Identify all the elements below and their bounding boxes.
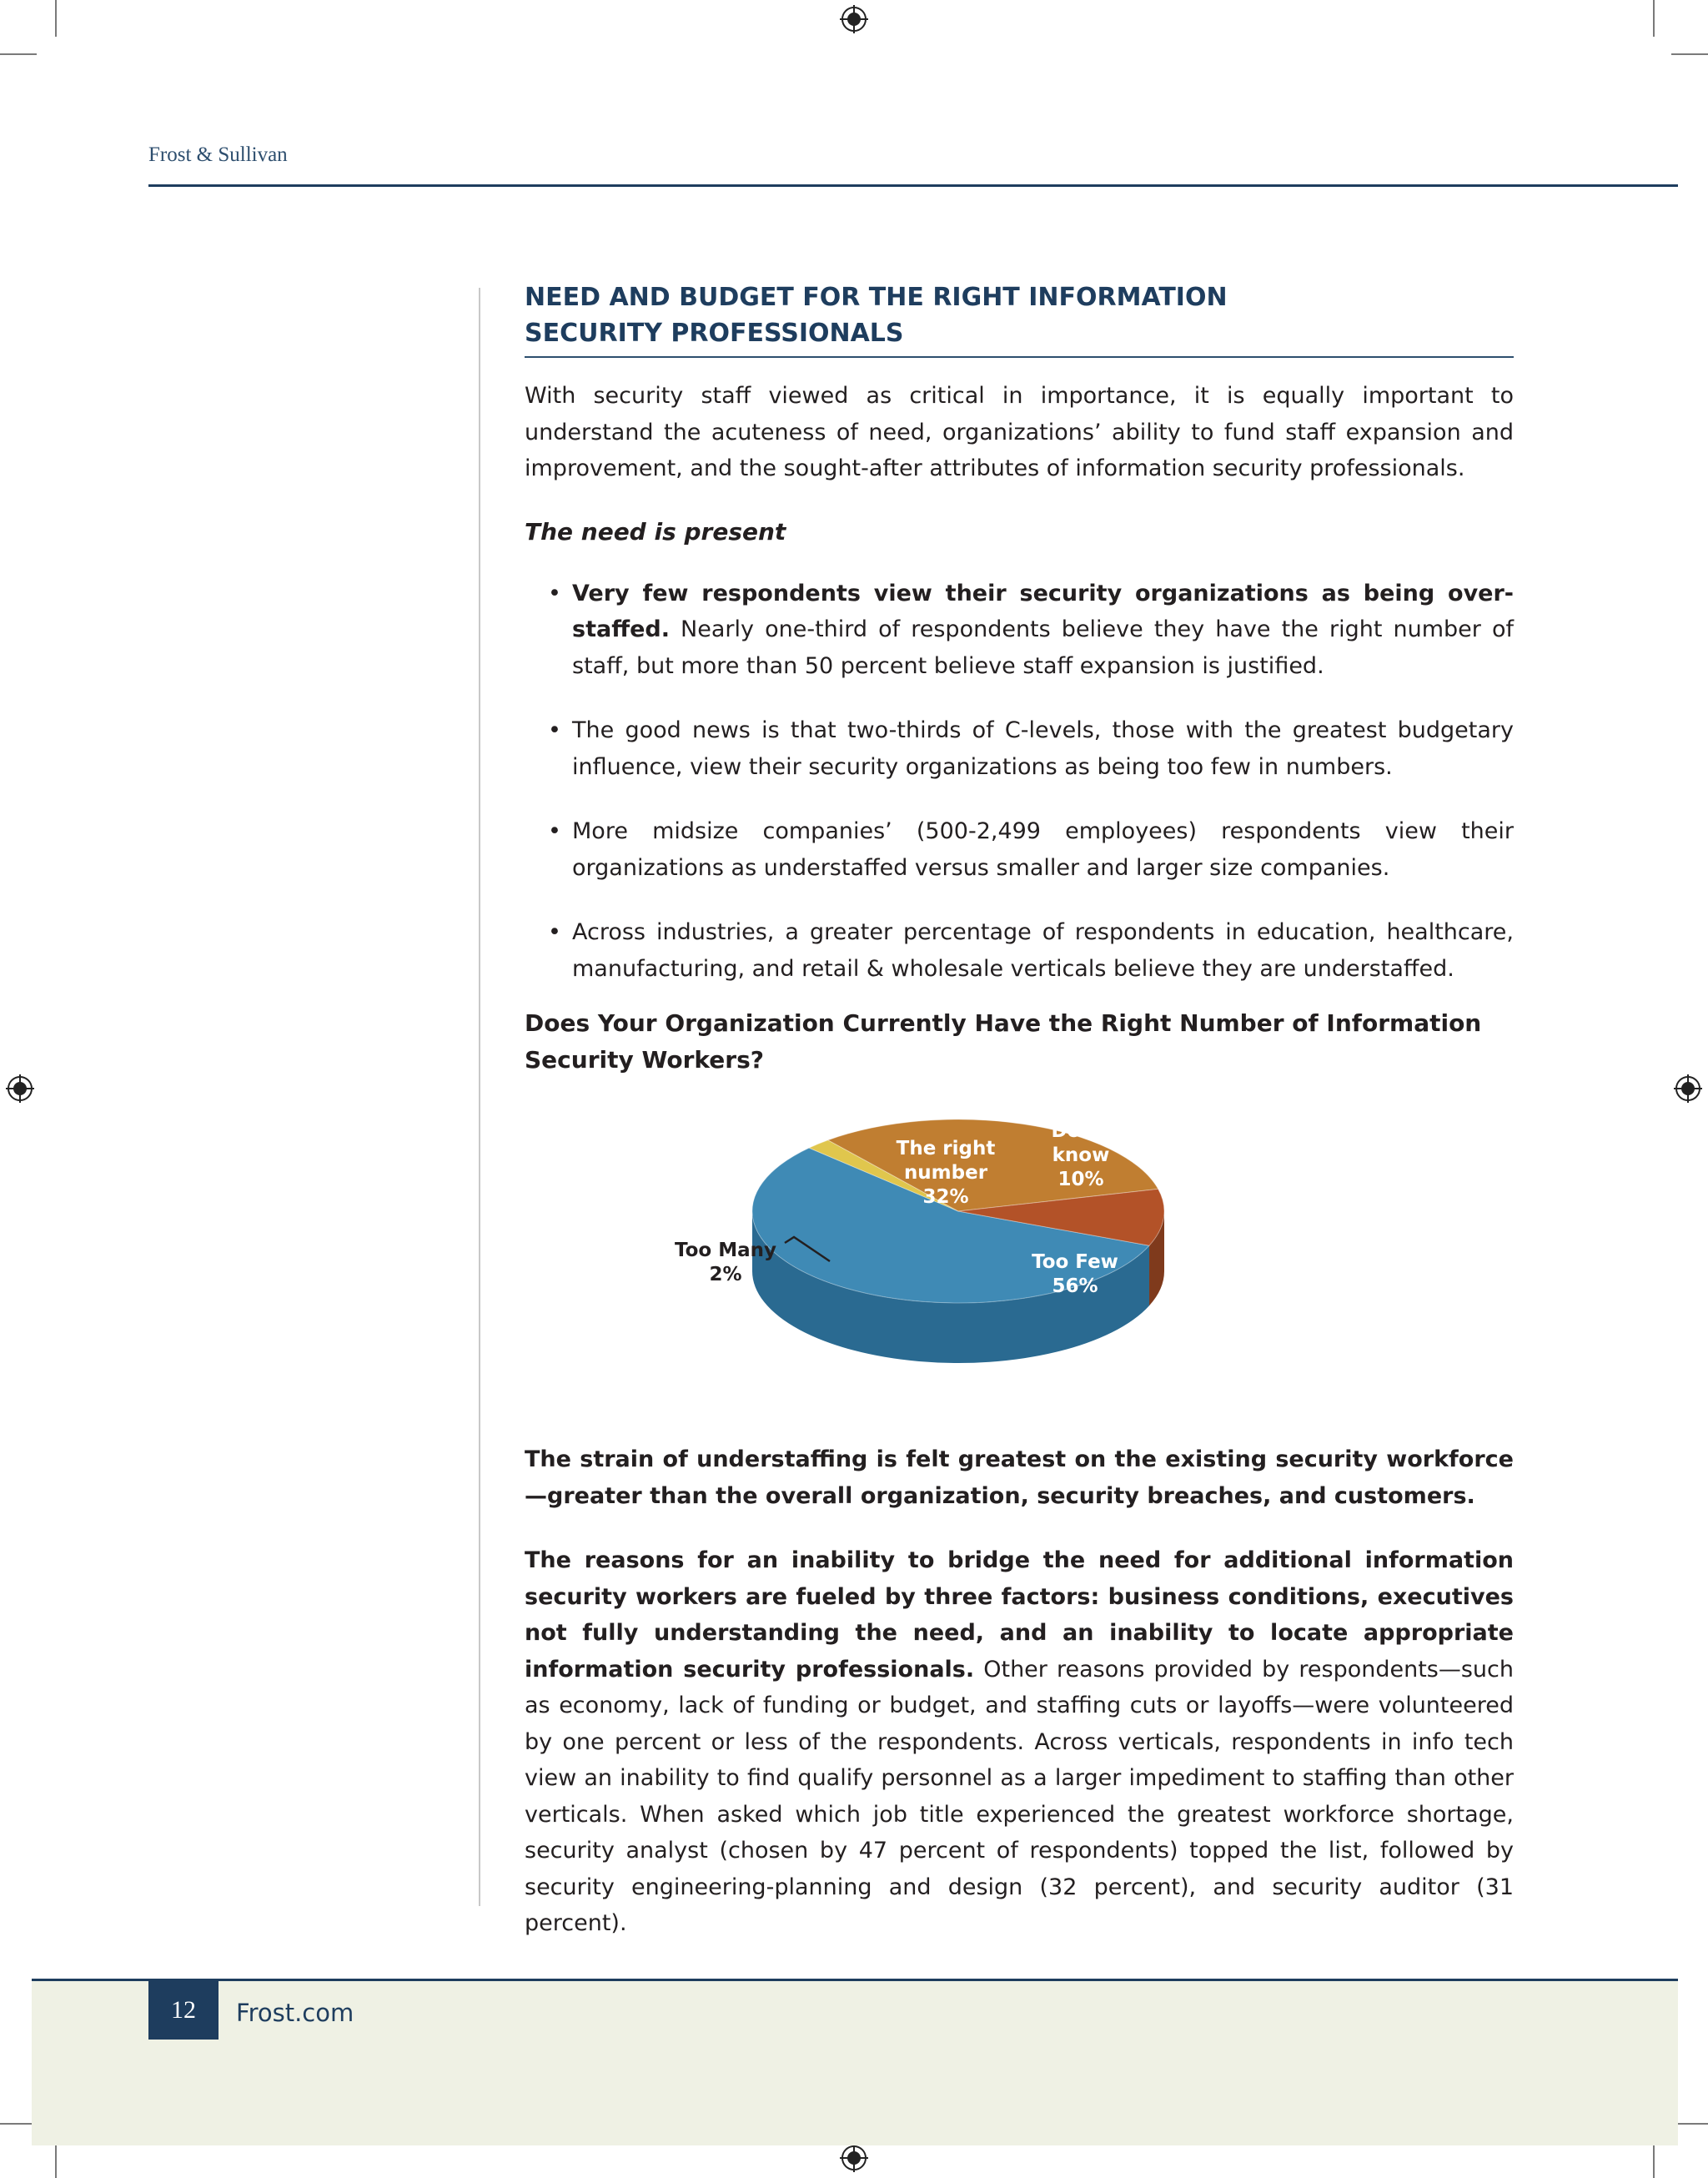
page-number: 12 bbox=[148, 1981, 219, 2040]
list-item bbox=[525, 576, 1514, 685]
chart-title-line: Security Workers? bbox=[525, 1045, 764, 1074]
footer-site-link[interactable]: Frost.com bbox=[236, 1999, 354, 2027]
reasons-text: Other reasons provided by respondents—such as economy, lack of funding or budget, and staffing cuts or layoffs—were volunteered by one percent or less of the respondents. Across verticals, respondents in info tech view an inability to find qualify personnel as a larger impediment to staffing than other verticals. When asked which job title experienced the greatest workforce shortage, security analyst (chosen by 47 percent of respondents) topped the list, followed by security engineering-planning and design (32 percent), and security auditor (31 percent). bbox=[525, 1656, 1514, 1936]
crop-mark bbox=[1653, 2141, 1655, 2178]
pie-label-too_many: Too Many 2% bbox=[674, 1240, 777, 1285]
registration-mark-icon bbox=[840, 2144, 868, 2172]
registration-mark-icon bbox=[6, 1074, 34, 1103]
pie-label-too_few: Too Few 56% bbox=[1032, 1251, 1118, 1297]
section-title-line: SECURITY PROFESSIONALS bbox=[525, 319, 904, 348]
bullet-icon: • bbox=[548, 818, 561, 844]
strain-paragraph: The strain of understaffing is felt greatest on the existing security workforce—greater than the overall organization, security breaches, and customers. bbox=[525, 1446, 1514, 1509]
bullet-icon: • bbox=[548, 717, 561, 743]
pie-chart bbox=[525, 1088, 1514, 1413]
section-title bbox=[525, 279, 1514, 358]
crop-mark bbox=[1653, 0, 1655, 37]
bullet-text: Nearly one-third of respondents believe they have the right number of staff, but more than 50 percent believe staff expansion is justified. bbox=[572, 616, 1514, 679]
chart-title bbox=[525, 1005, 1514, 1078]
list-item bbox=[525, 712, 1514, 785]
subheading: The need is present bbox=[525, 517, 786, 546]
intro-paragraph: With security staff viewed as critical in importance, it is equally important to understand the acuteness of need, organizations’ ability to fund staff expansion and improvement, and the sought-after attributes of information security professionals. bbox=[525, 383, 1514, 481]
section-title-line: NEED AND BUDGET FOR THE RIGHT INFORMATION bbox=[525, 283, 1228, 312]
registration-mark-icon bbox=[840, 5, 868, 33]
crop-mark bbox=[0, 53, 37, 55]
pie-chart-svg bbox=[525, 1088, 1514, 1413]
pie-label-right: The right number 32% bbox=[896, 1138, 996, 1208]
bullet-text: The good news is that two-thirds of C-levels, those with the greatest budgetary influence, view their security organizations as being too few in numbers. bbox=[572, 717, 1514, 780]
bullet-icon: • bbox=[548, 580, 561, 606]
list-item bbox=[525, 813, 1514, 886]
list-item bbox=[525, 914, 1514, 987]
bullet-text: Across industries, a greater percentage of respondents in education, healthcare, manufacturing, and retail & wholesale verticals believe they are understaffed. bbox=[572, 919, 1514, 982]
crop-mark bbox=[55, 2141, 57, 2178]
pie-label-dont_know: Don’t know 10% bbox=[1051, 1120, 1111, 1190]
header-rule bbox=[148, 184, 1678, 187]
margin-rule bbox=[479, 288, 480, 1906]
chart-title-line: Does Your Organization Currently Have the Right Number of Information bbox=[525, 1009, 1482, 1037]
header-brand: Frost & Sullivan bbox=[148, 143, 288, 166]
reasons-bold: The reasons for an inability to bridge the need for additional information security workers are fueled by three factors: business conditions, executives not fully understanding the need, and an inability to locate appropriate information security professionals. bbox=[525, 1547, 1514, 1683]
bullet-list bbox=[525, 576, 1514, 988]
bullet-text: More midsize companies’ (500-2,499 employees) respondents view their organizations as understaffed versus smaller and larger size companies. bbox=[572, 818, 1514, 881]
bullet-icon: • bbox=[548, 919, 561, 945]
bullet-bold: Very few respondents view their security organizations as being over-staffed. bbox=[572, 580, 1514, 642]
registration-mark-icon bbox=[1674, 1074, 1702, 1103]
crop-mark bbox=[1671, 53, 1708, 55]
reasons-paragraph bbox=[525, 1542, 1514, 1942]
crop-mark bbox=[55, 0, 57, 37]
main-content bbox=[525, 279, 1514, 1942]
